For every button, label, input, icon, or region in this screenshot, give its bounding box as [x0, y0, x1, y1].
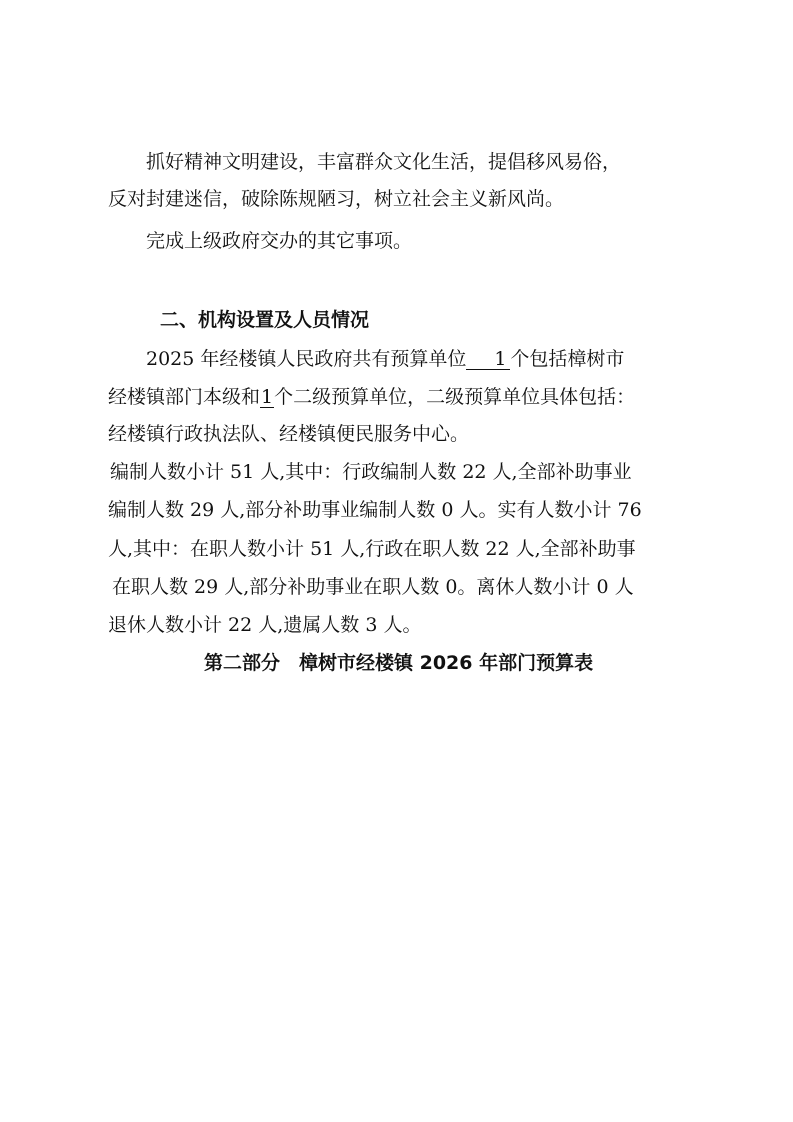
para3-line1	[146, 347, 624, 371]
para4-line5: 退休人数小计 22 人,遗属人数 3 人。	[108, 614, 422, 636]
part-heading: 第二部分 樟树市经楼镇 2026 年部门预算表	[204, 652, 594, 674]
para3-line2-prefix: 经楼镇部门本级和	[108, 386, 261, 408]
para3-line2-suffix: 个二级预算单位，二级预算单位具体包括：	[274, 386, 636, 408]
para3-line1-suffix: 个包括樟树市	[510, 348, 625, 370]
para4-line1: 编制人数小计 51 人,其中：行政编制人数 22 人,全部补助事业	[110, 461, 632, 483]
para3-line2	[108, 385, 635, 409]
para4-line3: 人,其中：在职人数小计 51 人,行政在职人数 22 人,全部补助事	[108, 538, 636, 560]
para3-line3: 经楼镇行政执法队、经楼镇便民服务中心。	[108, 423, 470, 445]
para4-line4: 在职人数 29 人,部分补助事业在职人数 0。离休人数小计 0 人	[112, 576, 634, 598]
para2: 完成上级政府交办的其它事项。	[146, 230, 413, 252]
para1-line2: 反对封建迷信，破除陈规陋习，树立社会主义新风尚。	[108, 188, 565, 210]
para1-line1: 抓好精神文明建设，丰富群众文化生活，提倡移风易俗，	[146, 151, 622, 173]
units-count: 1	[466, 349, 510, 370]
para4-line2: 编制人数 29 人,部分补助事业编制人数 0 人。实有人数小计 76	[108, 499, 642, 521]
para3-line1-prefix: 2025 年经楼镇人民政府共有预算单位	[146, 348, 467, 370]
sub-units-count: 1	[261, 386, 274, 408]
section-heading: 二、机构设置及人员情况	[160, 309, 370, 331]
